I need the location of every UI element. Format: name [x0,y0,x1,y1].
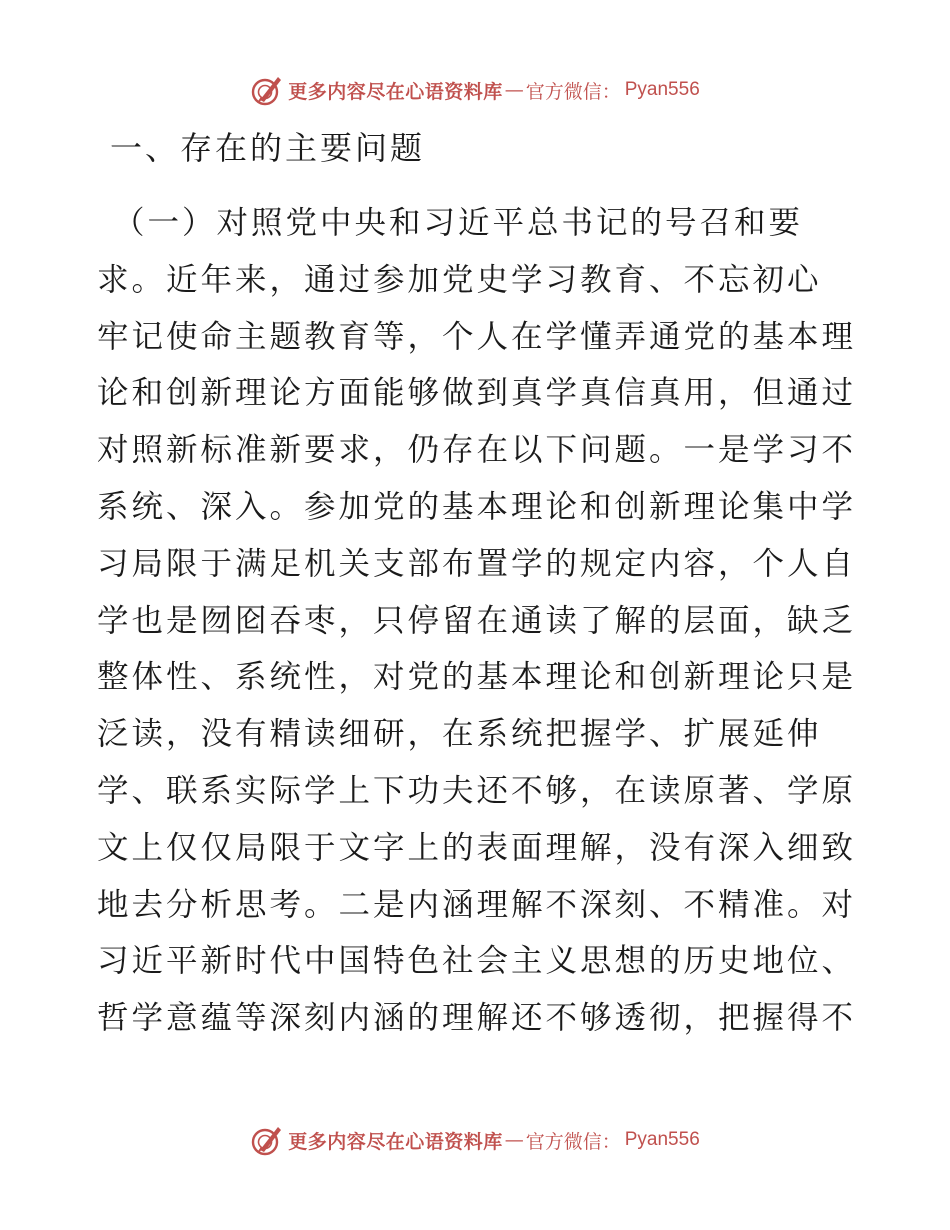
body-line: 学、联系实际学上下功夫还不够，在读原著、学原 [97,772,857,809]
section-heading: 一、存在的主要问题 [110,129,426,167]
watermark-dash: — [504,79,524,101]
watermark-label: 官方微信： [525,1130,621,1153]
body-line: 系统、深入。参加党的基本理论和创新理论集中学 [97,488,857,525]
body-line: 求。近年来，通过参加党史学习教育、不忘初心 [97,261,822,298]
body-line: 牢记使命主题教育等，个人在学懂弄通党的基本理 [97,318,857,355]
body-paragraph [97,195,857,1047]
watermark-wechat-id: Pyan556 [624,79,700,100]
watermark-wechat-id: Pyan556 [624,1129,700,1150]
body-line: 泛读，没有精读细研，在系统把握学、扩展延伸 [97,716,822,753]
watermark-dash: — [504,1129,524,1151]
watermark-header [0,70,950,110]
body-line: 整体性、系统性，对党的基本理论和创新理论只是 [97,659,857,696]
body-line: 论和创新理论方面能够做到真学真信真用，但通过 [97,375,857,412]
watermark-footer [0,1120,950,1160]
watermark-main-text: 更多内容尽在心语资料库 [288,80,503,103]
body-line: 学也是囫囵吞枣，只停留在通读了解的层面，缺乏 [97,602,857,639]
watermark-main-text: 更多内容尽在心语资料库 [288,1130,503,1153]
body-line: 哲学意蕴等深刻内涵的理解还不够透彻，把握得不 [97,1000,857,1037]
body-line: 对照新标准新要求，仍存在以下问题。一是学习不 [97,432,857,469]
quill-logo-icon [250,1123,284,1157]
body-line: 习局限于满足机关支部布置学的规定内容，个人自 [97,545,857,582]
body-line: （一）对照党中央和习近平总书记的号召和要 [113,205,804,241]
body-line: 习近平新时代中国特色社会主义思想的历史地位、 [97,943,857,980]
body-line: 文上仅仅局限于文字上的表面理解，没有深入细致 [97,829,857,866]
body-line: 地去分析思考。二是内涵理解不深刻、不精准。对 [97,886,857,923]
watermark-label: 官方微信： [525,80,621,103]
quill-logo-icon [250,73,284,107]
